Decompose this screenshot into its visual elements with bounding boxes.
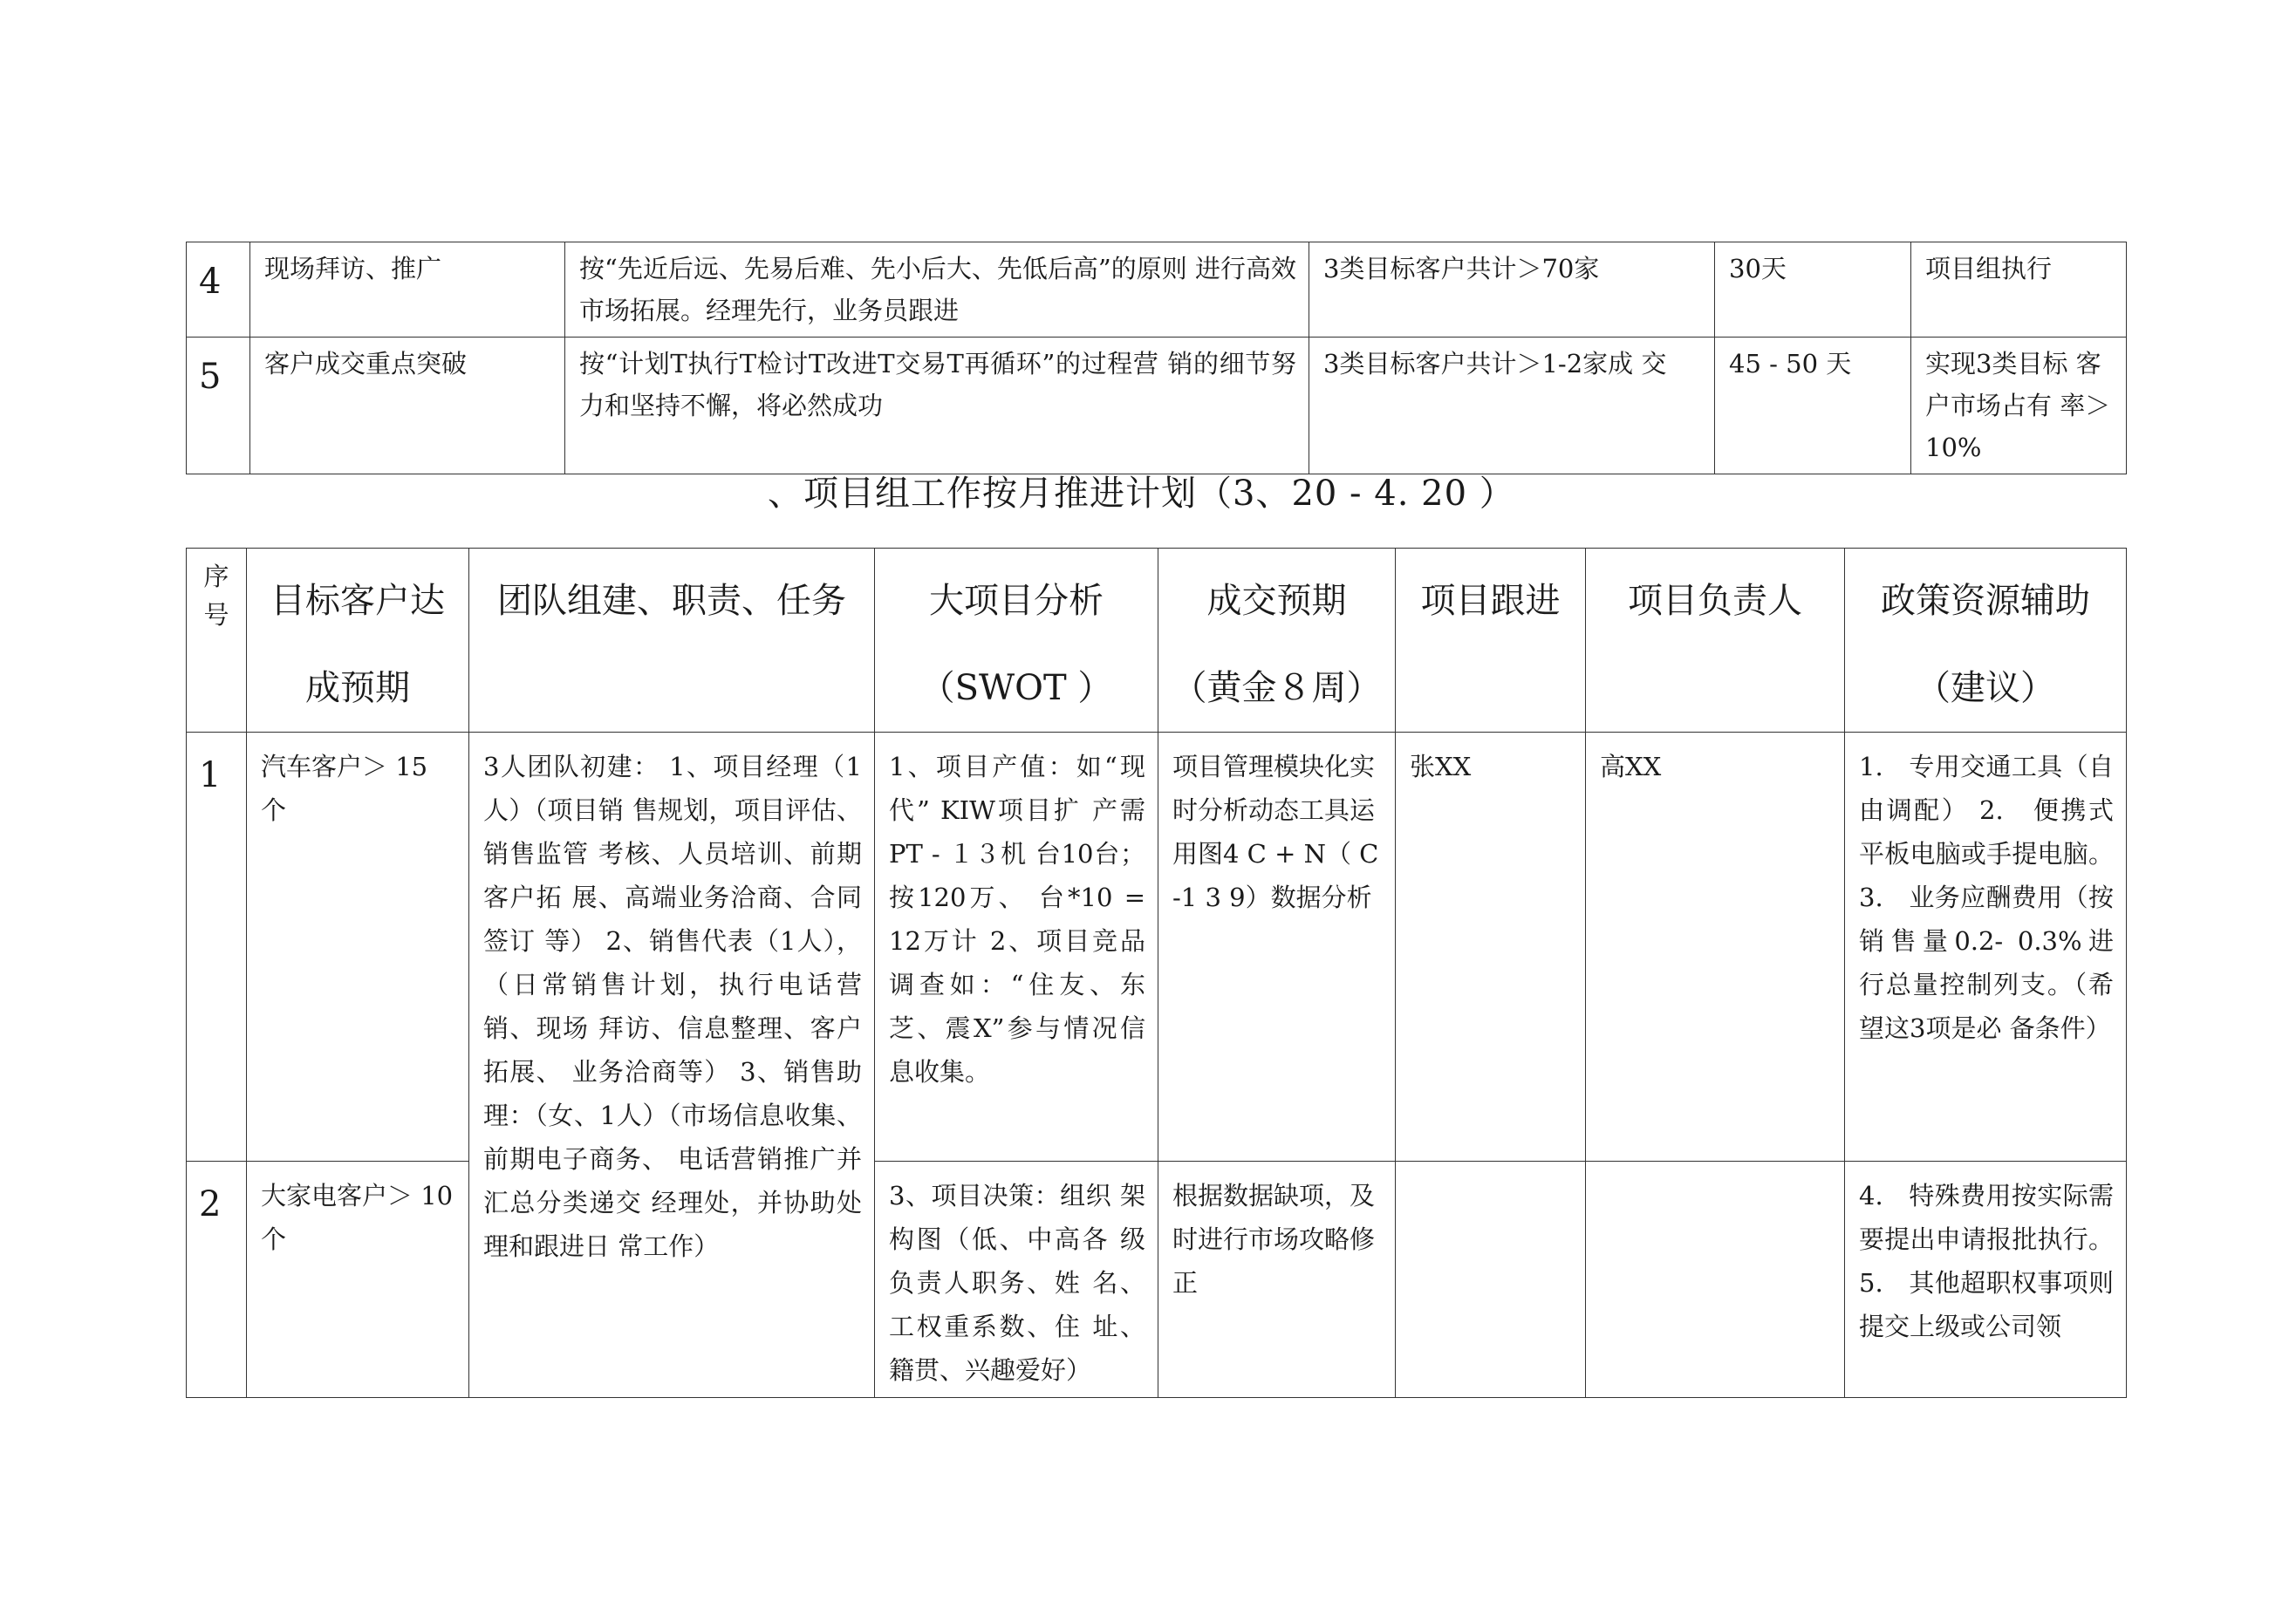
policy-cell: 1. 专用交通工具（自 由调配） 2. 便携式平板电脑或手提电脑。 3. 业务应酬费用（按 销售量0.2- 0.3%进 行总量控制列支。（希望这3项是必 备条件） <box>1845 733 2127 1162</box>
header-swot-line2: （SWOT ） <box>919 668 1113 708</box>
row-number: 1 <box>187 733 247 1162</box>
header-deal <box>1158 549 1396 733</box>
target-cell: 汽车客户＞ 15 个 <box>247 733 469 1162</box>
leader-cell <box>1586 1162 1845 1398</box>
header-deal-line1: 成交预期 <box>1206 581 1347 621</box>
step-method: 按“计划T执行T检讨T改进T交易T再循环”的过程营 销的细节努力和坚持不懈，将必然成功 <box>565 338 1309 474</box>
table-row <box>187 242 2127 338</box>
header-policy-line2: （建议） <box>1916 668 2055 708</box>
header-team: 团队组建、职责、任务 <box>469 549 875 733</box>
header-swot-line1: 大项目分析 <box>929 581 1104 621</box>
step-item: 现场拜访、推广 <box>250 242 565 338</box>
header-deal-line2: （黄金８周） <box>1172 668 1382 708</box>
step-target: 3类目标客户共计＞70家 <box>1309 242 1715 338</box>
step-owner: 项目组执行 <box>1911 242 2127 338</box>
step-owner: 实现3类目标 客户市场占有 率＞10% <box>1911 338 2127 474</box>
header-row <box>187 549 2127 733</box>
promotion-steps-table <box>186 242 2127 474</box>
team-cell: 3人团队初建： 1、项目经理（1人）（项目销 售规划，项目评估、销售监管 考核、人员培训、前期客户拓 展、高端业务洽商、合同签订 等） 2、销售代表（1人），（日常销售计划，执行电话营销、现场 拜访、信息整理、客户拓展、 业务洽商等） 3、销售助理：（女、1人）（市场信息收集、前期电子商务、 电话营销推广并汇总分类递交 经理处，并协助处理和跟进日 常工作） <box>469 733 875 1398</box>
deal-cell: 项目管理模块化实时分析动态工具运用图4 C + N（ C -1 3 9）数据分析 <box>1158 733 1396 1162</box>
header-target <box>247 549 469 733</box>
target-cell: 大家电客户＞ 10 个 <box>247 1162 469 1398</box>
header-leader: 项目负责人 <box>1586 549 1845 733</box>
leader-cell: 高XX <box>1586 733 1845 1162</box>
header-target-line2: 成预期 <box>305 668 410 708</box>
step-time: 45 - 50 天 <box>1715 338 1911 474</box>
section-title: 、项目组工作按月推进计划（3、20 - 4. 20 ） <box>768 474 1515 514</box>
step-target: 3类目标客户共计＞1-2家成 交 <box>1309 338 1715 474</box>
row-number: 5 <box>187 338 250 474</box>
table-row <box>187 733 2127 1162</box>
header-policy <box>1845 549 2127 733</box>
swot-cell: 1、项目产值：如“现代” KIW项目扩 产需PT - １３机 台10台；按120万、 台*10 = 12万计 2、项目竞品调查如：“住友、东芝、震X”参与情况信息收集。 <box>875 733 1158 1162</box>
table-row <box>187 338 2127 474</box>
header-num: 序号 <box>187 549 247 733</box>
policy-cell: 4. 特殊费用按实际需 要提出申请报批执行。 5. 其他超职权事项则 提交上级或公司领 <box>1845 1162 2127 1398</box>
step-method: 按“先近后远、先易后难、先小后大、先低后高”的原则 进行高效市场拓展。经理先行，业务员跟进 <box>565 242 1309 338</box>
header-target-line1: 目标客户达 <box>270 581 445 621</box>
deal-cell: 根据数据缺项，及时进行市场攻略修正 <box>1158 1162 1396 1398</box>
swot-cell: 3、项目决策：组织 架构图（低、中高各 级负责人职务、姓 名、工权重系数、住 址、籍贯、兴趣爱好） <box>875 1162 1158 1398</box>
follow-cell: 张XX <box>1396 733 1586 1162</box>
header-follow: 项目跟进 <box>1396 549 1586 733</box>
follow-cell <box>1396 1162 1586 1398</box>
row-number: 2 <box>187 1162 247 1398</box>
step-time: 30天 <box>1715 242 1911 338</box>
step-item: 客户成交重点突破 <box>250 338 565 474</box>
header-swot <box>875 549 1158 733</box>
monthly-plan-table <box>186 548 2127 1398</box>
row-number: 4 <box>187 242 250 338</box>
header-policy-line1: 政策资源辅助 <box>1881 581 2090 621</box>
